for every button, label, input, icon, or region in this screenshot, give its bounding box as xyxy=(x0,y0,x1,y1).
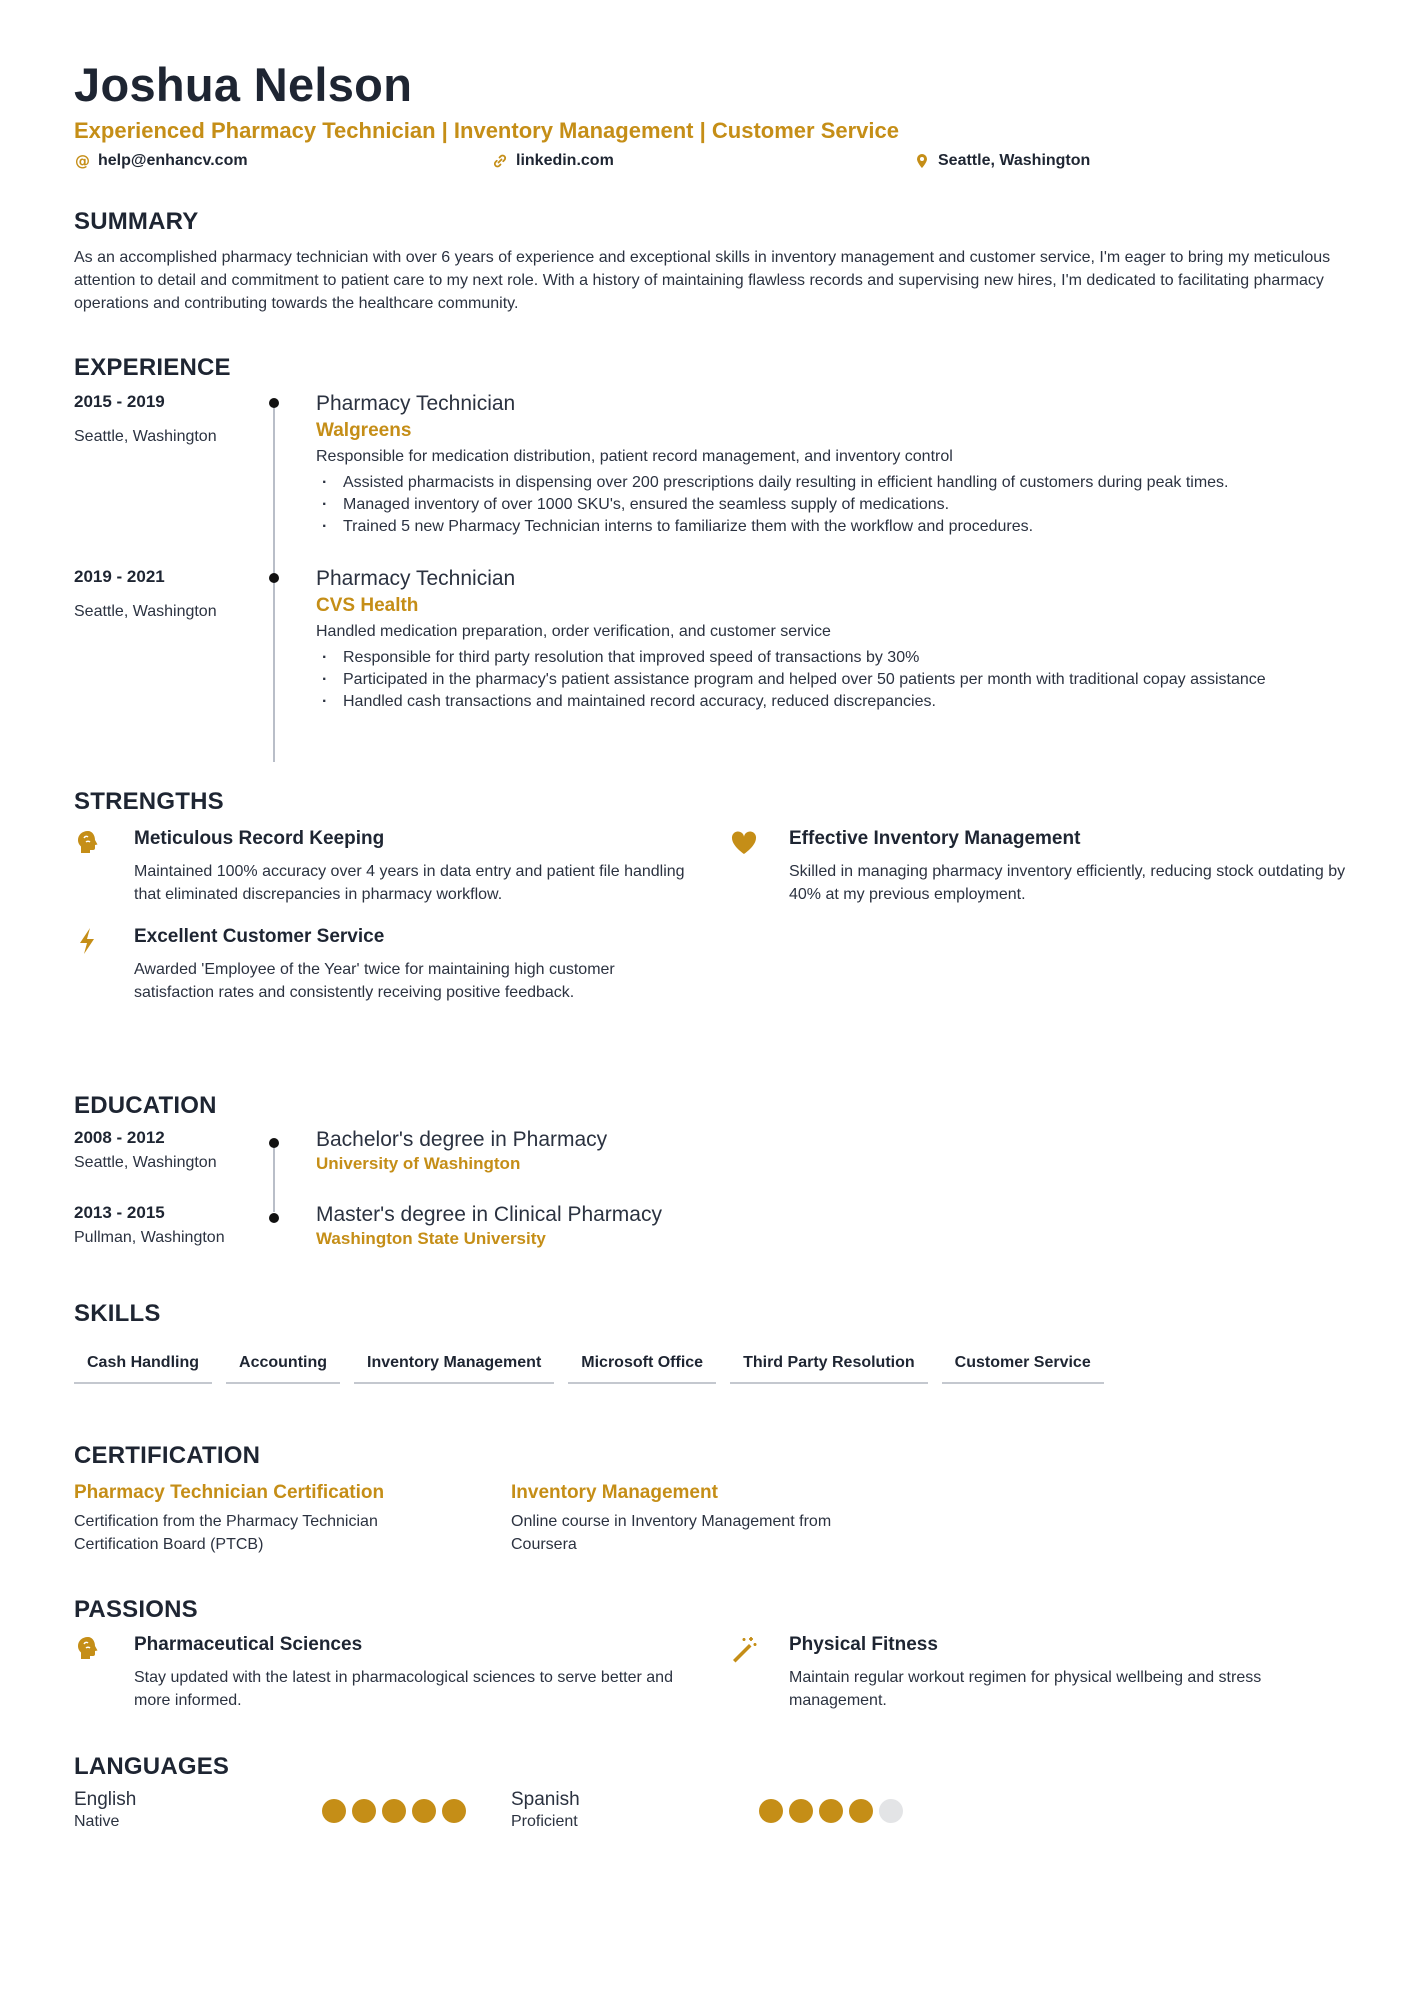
experience-location: Seattle, Washington xyxy=(74,603,217,620)
at-icon xyxy=(74,153,90,169)
email-text[interactable]: help@enhancv.com xyxy=(98,152,248,170)
strength-item xyxy=(74,828,694,908)
summary-title: SUMMARY xyxy=(74,208,199,235)
school-name: Washington State University xyxy=(316,1229,546,1248)
strength-title: Excellent Customer Service xyxy=(134,926,385,947)
linkedin-contact[interactable] xyxy=(492,152,614,170)
email-contact[interactable] xyxy=(74,152,248,170)
job-role: Pharmacy Technician xyxy=(316,567,516,590)
languages-title: LANGUAGES xyxy=(74,1753,230,1780)
skill-tag: Microsoft Office xyxy=(568,1342,716,1384)
brain-icon xyxy=(74,828,104,858)
rating-dot-filled xyxy=(759,1799,783,1823)
magic-wand-icon xyxy=(729,1634,759,1664)
certification-description: Online course in Inventory Management from Coursera xyxy=(511,1513,832,1553)
education-item xyxy=(74,1203,1344,1247)
passion-description: Stay updated with the latest in pharmacological sciences to serve better and more informed. xyxy=(134,1669,673,1709)
school-name: University of Washington xyxy=(316,1154,521,1173)
experience-dates: 2015 - 2019 xyxy=(74,392,165,411)
timeline-dot xyxy=(269,573,279,583)
strength-item xyxy=(74,926,694,1006)
passion-title: Physical Fitness xyxy=(789,1634,938,1655)
language-name: English xyxy=(74,1789,137,1810)
map-pin-icon xyxy=(914,153,930,169)
skills-list xyxy=(74,1342,1344,1384)
strength-title: Meticulous Record Keeping xyxy=(134,828,385,849)
timeline-dot xyxy=(269,1138,279,1148)
heart-icon xyxy=(729,828,759,858)
rating-dot-empty xyxy=(879,1799,903,1823)
passions-title: PASSIONS xyxy=(74,1596,198,1623)
language-level: Proficient xyxy=(511,1813,578,1830)
certification-name: Pharmacy Technician Certification xyxy=(74,1482,385,1503)
strength-description: Awarded 'Employee of the Year' twice for maintaining high customer satisfaction rates and consistently receiving positive feedback. xyxy=(134,961,615,1001)
lightning-icon xyxy=(74,926,104,956)
link-icon xyxy=(492,153,508,169)
location-text: Seattle, Washington xyxy=(938,152,1091,170)
achievement-list xyxy=(316,647,1344,713)
achievement-list xyxy=(316,472,1344,538)
language-item xyxy=(74,1789,474,1829)
certification-item xyxy=(74,1482,434,1556)
company-name: Walgreens xyxy=(316,420,412,441)
degree-name: Bachelor's degree in Pharmacy xyxy=(316,1128,608,1151)
svg-text:@: @ xyxy=(75,153,90,170)
experience-location: Seattle, Washington xyxy=(74,428,217,445)
rating-dot-filled xyxy=(322,1799,346,1823)
languages-section xyxy=(74,1753,1344,1830)
education-section xyxy=(74,1092,1344,1262)
certification-name: Inventory Management xyxy=(511,1482,718,1503)
strength-title: Effective Inventory Management xyxy=(789,828,1081,849)
experience-item xyxy=(74,392,1344,535)
summary-text: As an accomplished pharmacy technician with over 6 years of experience and exceptional skills in inventory management and customer service, I'm eager to bring my meticulous attention to detail and commitment to patient care to my next role. With a history of maintaining flawless records and supervising new hires, I'm dedicated to facilitating pharmacy operations and contributing towards the healthcare community. xyxy=(74,249,1331,312)
rating-dot-filled xyxy=(352,1799,376,1823)
skill-tag: Inventory Management xyxy=(354,1342,554,1384)
education-item xyxy=(74,1128,1344,1172)
passion-item xyxy=(729,1634,1344,1709)
timeline-dot xyxy=(269,1213,279,1223)
skills-section xyxy=(74,1300,1344,1384)
language-rating xyxy=(759,1799,903,1823)
skill-tag: Customer Service xyxy=(942,1342,1104,1384)
passion-item xyxy=(74,1634,694,1709)
candidate-name: Joshua Nelson xyxy=(74,58,413,111)
strength-description: Maintained 100% accuracy over 4 years in data entry and patient file handling that eliminated discrepancies in pharmacy workflow. xyxy=(134,863,685,903)
passion-title: Pharmaceutical Sciences xyxy=(134,1634,363,1655)
language-name: Spanish xyxy=(511,1789,580,1810)
job-description: Responsible for medication distribution, patient record management, and inventory control xyxy=(316,448,953,465)
achievement-item: · Responsible for third party resolution that improved speed of transactions by 30% xyxy=(316,647,1344,669)
language-level: Native xyxy=(74,1813,120,1830)
achievement-item: · Participated in the pharmacy's patient assistance program and helped over 50 patients per month with traditional copay assistance xyxy=(316,669,1344,691)
linkedin-text[interactable]: linkedin.com xyxy=(516,152,614,170)
certification-title: CERTIFICATION xyxy=(74,1442,261,1469)
education-dates: 2008 - 2012 xyxy=(74,1128,165,1147)
strength-item xyxy=(729,828,1344,908)
education-location: Pullman, Washington xyxy=(74,1229,225,1246)
experience-item xyxy=(74,567,1344,710)
language-rating xyxy=(322,1799,466,1823)
passions-section xyxy=(74,1596,1344,1709)
certification-description: Certification from the Pharmacy Technician Certification Board (PTCB) xyxy=(74,1513,378,1553)
experience-section xyxy=(74,354,1344,710)
achievement-item: · Trained 5 new Pharmacy Technician interns to familiarize them with the workflow and procedures. xyxy=(316,516,1344,538)
experience-dates: 2019 - 2021 xyxy=(74,567,165,586)
brain-icon xyxy=(74,1634,104,1664)
achievement-item: · Managed inventory of over 1000 SKU's, ensured the seamless supply of medications. xyxy=(316,494,1344,516)
achievement-item: · Handled cash transactions and maintained record accuracy, reduced discrepancies. xyxy=(316,691,1344,713)
contact-bar xyxy=(74,152,1344,176)
summary-section xyxy=(74,208,1344,315)
language-item xyxy=(511,1789,911,1829)
education-location: Seattle, Washington xyxy=(74,1154,217,1171)
skill-tag: Third Party Resolution xyxy=(730,1342,928,1384)
rating-dot-filled xyxy=(382,1799,406,1823)
location-contact xyxy=(914,152,1090,170)
strength-description: Skilled in managing pharmacy inventory efficiently, reducing stock outdating by 40% at my previous employment. xyxy=(789,863,1346,903)
rating-dot-filled xyxy=(412,1799,436,1823)
rating-dot-filled xyxy=(442,1799,466,1823)
headline: Experienced Pharmacy Technician | Inventory Management | Customer Service xyxy=(74,118,899,144)
passion-description: Maintain regular workout regimen for physical wellbeing and stress management. xyxy=(789,1669,1262,1709)
experience-title: EXPERIENCE xyxy=(74,354,231,381)
skill-tag: Cash Handling xyxy=(74,1342,212,1384)
strengths-section xyxy=(74,788,1344,1018)
achievement-item: · Assisted pharmacists in dispensing over 200 prescriptions daily resulting in efficient handling of customers during peak times. xyxy=(316,472,1344,494)
certification-section xyxy=(74,1442,1344,1552)
job-description: Handled medication preparation, order verification, and customer service xyxy=(316,623,831,640)
rating-dot-filled xyxy=(819,1799,843,1823)
rating-dot-filled xyxy=(849,1799,873,1823)
education-title: EDUCATION xyxy=(74,1092,217,1119)
company-name: CVS Health xyxy=(316,595,419,616)
resume-page xyxy=(74,58,1346,1830)
strengths-title: STRENGTHS xyxy=(74,788,224,815)
rating-dot-filled xyxy=(789,1799,813,1823)
job-role: Pharmacy Technician xyxy=(316,392,516,415)
timeline-dot xyxy=(269,398,279,408)
skills-title: SKILLS xyxy=(74,1300,161,1327)
education-dates: 2013 - 2015 xyxy=(74,1203,165,1222)
certification-item xyxy=(511,1482,871,1556)
degree-name: Master's degree in Clinical Pharmacy xyxy=(316,1203,662,1226)
skill-tag: Accounting xyxy=(226,1342,340,1384)
